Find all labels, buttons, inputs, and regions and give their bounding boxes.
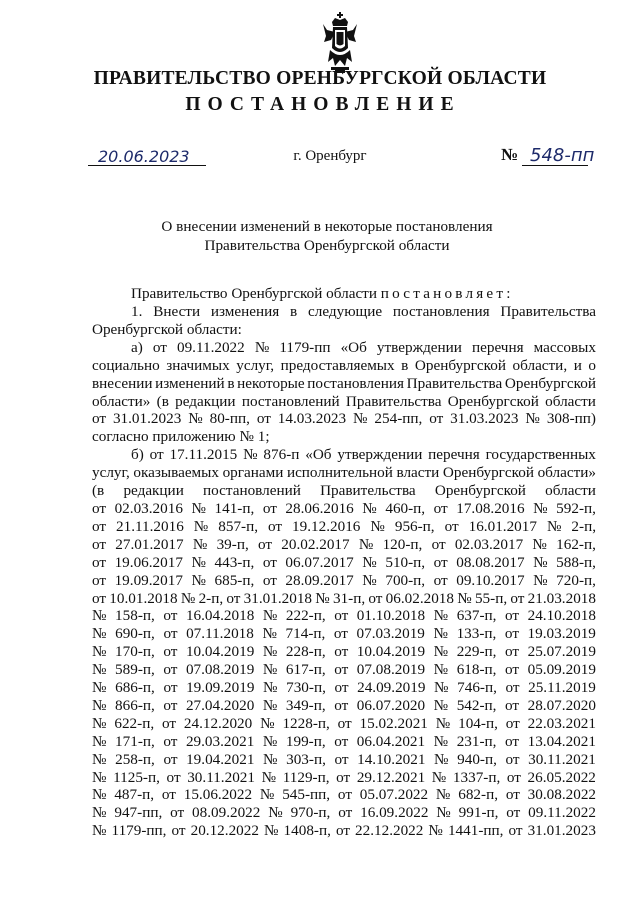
body-line: согласно приложению № 1; xyxy=(92,428,270,446)
body-line: от 02.03.2016 № 141-п, от 28.06.2016 № 460-п, от 17.08.2016 № 592-п, xyxy=(92,499,596,517)
body-line: б) от 17.11.2015 № 876-п «Об утверждении перечня государственных xyxy=(131,446,596,464)
date-underline xyxy=(88,165,206,166)
number-underline xyxy=(522,165,588,166)
document-city: г. Оренбург xyxy=(293,148,367,164)
body-line: № 158-п, от 16.04.2018 № 222-п, от 01.10.2018 № 637-п, от 24.10.2018 xyxy=(92,607,596,625)
body-line: внесении изменений в некоторые постановления Правительства Оренбургской xyxy=(92,374,596,392)
body-line: Оренбургской области: xyxy=(92,320,242,338)
body-line: № 170-п, от 10.04.2019 № 228-п, от 10.04.2019 № 229-п, от 25.07.2019 xyxy=(92,643,596,661)
body-line: от 19.06.2017 № 443-п, от 06.07.2017 № 510-п, от 08.08.2017 № 588-п, xyxy=(92,553,596,571)
body-line: от 21.11.2016 № 857-п, от 19.12.2016 № 956-п, от 16.01.2017 № 2-п, xyxy=(92,517,596,535)
body-line: № 171-п, от 29.03.2021 № 199-п, от 06.04.2021 № 231-п, от 13.04.2021 xyxy=(92,732,596,750)
number-label: № xyxy=(501,145,519,164)
body-line: (в редакции постановлений Правительства Оренбургской области xyxy=(92,482,596,500)
body-line: № 686-п, от 19.09.2019 № 730-п, от 24.09.2019 № 746-п, от 25.11.2019 xyxy=(92,679,596,697)
body-line: № 487-п, от 15.06.2022 № 545-пп, от 05.07.2022 № 682-п, от 30.08.2022 xyxy=(92,786,596,804)
body-line: социально значимых услуг, предоставляемых в Оренбургской области, и о xyxy=(92,356,596,374)
body-line: от 10.01.2018 № 2-п, от 31.01.2018 № 31-п, от 06.02.2018 № 55-п, от 21.03.2018 xyxy=(92,589,596,607)
body-line: а) от 09.11.2022 № 1179-пп «Об утверждении перечня массовых xyxy=(131,338,596,356)
body-line: № 1125-п, от 30.11.2021 № 1129-п, от 29.12.2021 № 1337-п, от 26.05.2022 xyxy=(92,768,596,786)
document-date: 20.06.2023 xyxy=(98,147,190,166)
government-title: ПРАВИТЕЛЬСТВО ОРЕНБУРГСКОЙ ОБЛАСТИ xyxy=(93,68,547,89)
coat-of-arms-icon xyxy=(321,12,359,74)
body-line: услуг, оказываемых органами исполнительной власти Оренбургской области» xyxy=(92,464,596,482)
body-line: области» (в редакции постановлений Правительства Оренбургской области xyxy=(92,392,596,410)
body-line: от 27.01.2017 № 39-п, от 20.02.2017 № 120-п, от 02.03.2017 № 162-п, xyxy=(92,535,596,553)
body-line: № 690-п, от 07.11.2018 № 714-п, от 07.03.2019 № 133-п, от 19.03.2019 xyxy=(92,625,596,643)
lead-spaced-word: постановляет: xyxy=(380,285,514,302)
document-number: 548-пп xyxy=(530,145,595,166)
document-body xyxy=(92,303,596,840)
lead-sentence xyxy=(131,285,514,303)
body-line: № 947-пп, от 08.09.2022 № 970-п, от 16.09.2022 № 991-п, от 09.11.2022 xyxy=(92,804,596,822)
document-subject xyxy=(0,217,640,255)
body-line: № 589-п, от 07.08.2019 № 617-п, от 07.08.2019 № 618-п, от 05.09.2019 xyxy=(92,661,596,679)
body-line: 1. Внести изменения в следующие постановления Правительства xyxy=(131,303,596,320)
body-line: № 1179-пп, от 20.12.2022 № 1408-п, от 22.12.2022 № 1441-пп, от 31.01.2023 xyxy=(92,822,596,840)
subject-line: О внесении изменений в некоторые постановления xyxy=(161,218,493,235)
body-line: № 622-п, от 24.12.2020 № 1228-п, от 15.02.2021 № 104-п, от 22.03.2021 xyxy=(92,714,596,732)
body-line: № 258-п, от 19.04.2021 № 303-п, от 14.10.2021 № 940-п, от 30.11.2021 xyxy=(92,750,596,768)
document-type: ПОСТАНОВЛЕНИЕ xyxy=(185,94,461,115)
lead-prefix: Правительство Оренбургской области xyxy=(131,285,381,302)
body-line: № 866-п, от 27.04.2020 № 349-п, от 06.07.2020 № 542-п, от 28.07.2020 xyxy=(92,696,596,714)
body-line: от 19.09.2017 № 685-п, от 28.09.2017 № 700-п, от 09.10.2017 № 720-п, xyxy=(92,571,596,589)
body-line: от 31.01.2023 № 80-пп, от 14.03.2023 № 254-пп, от 31.03.2023 № 308-пп) xyxy=(92,410,596,428)
subject-line: Правительства Оренбургской области xyxy=(204,237,450,254)
